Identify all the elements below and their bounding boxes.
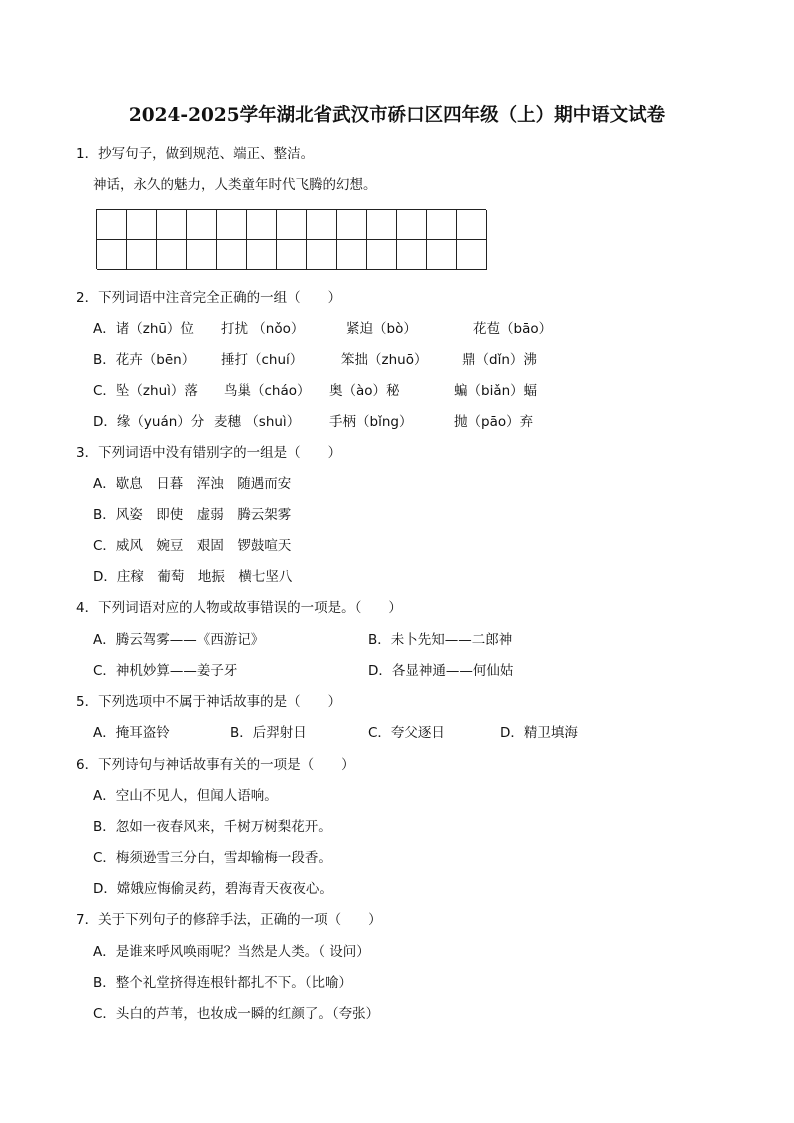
q3-option-c: C．威风 婉豆 艰固 锣鼓喧天	[93, 538, 292, 554]
question-7-stem: 7．关于下列句子的修辞手法，正确的一项（ ）	[76, 912, 382, 928]
q5-option-a: A．掩耳盗铃	[93, 725, 170, 741]
q7-option-a: A．是谁来呼风唤雨呢？当然是人类。（ 设问）	[93, 944, 370, 960]
q2-option-a1: A．诸（zhū）位	[93, 321, 194, 337]
q4-option-c: C．神机妙算——姜子牙	[93, 663, 238, 679]
question-6-stem: 6．下列诗句与神话故事有关的一项是（ ）	[76, 757, 355, 773]
q4-option-d: D．各显神通——何仙姑	[368, 663, 514, 679]
question-5-stem: 5．下列选项中不属于神话故事的是（ ）	[76, 694, 342, 710]
writing-grid-cell	[277, 210, 307, 240]
writing-grid-cell	[367, 210, 397, 240]
question-1-sentence: 神话，永久的魅力，人类童年时代飞腾的幻想。	[93, 177, 377, 193]
question-4-stem: 4．下列词语对应的人物或故事错误的一项是。（ ）	[76, 600, 402, 616]
q2-option-c2: 鸟巢（cháo）	[224, 383, 311, 399]
q2-option-d4: 抛（pāo）弃	[454, 414, 534, 430]
q3-option-b: B．风姿 即使 虚弱 腾云架雾	[93, 507, 292, 523]
q2-option-d1: D．缘（yuán）分	[93, 414, 205, 430]
writing-grid-cell	[307, 240, 337, 270]
writing-grid-cell	[97, 210, 127, 240]
writing-grid-cell	[217, 240, 247, 270]
writing-grid-cell	[247, 210, 277, 240]
q2-option-a2: 打扰 （nǒo）	[221, 321, 305, 337]
q2-option-b2: 捶打（chuí）	[221, 352, 304, 368]
q2-option-a4: 花苞（bāo）	[473, 321, 553, 337]
q2-option-b4: 鼎（dǐn）沸	[462, 352, 537, 368]
q4-option-a: A．腾云驾雾——《西游记》	[93, 632, 265, 648]
writing-grid-cell	[337, 210, 367, 240]
q2-option-b3: 笨拙（zhuō）	[341, 352, 428, 368]
q6-option-b: B．忽如一夜春风来，千树万树梨花开。	[93, 819, 332, 835]
q6-option-a: A．空山不见人，但闻人语响。	[93, 788, 278, 804]
writing-grid-cell	[397, 240, 427, 270]
q2-option-a3: 紧迫（bò）	[346, 321, 417, 337]
q2-option-b1: B．花卉（bēn）	[93, 352, 196, 368]
writing-grid-cell	[127, 240, 157, 270]
q5-option-b: B．后羿射日	[230, 725, 307, 741]
q3-option-a: A．歇息 日暮 浑浊 随遇而安	[93, 476, 292, 492]
q5-option-d: D．精卫填海	[500, 725, 578, 741]
q6-option-d: D．嫦娥应悔偷灵药，碧海青天夜夜心。	[93, 881, 333, 897]
q3-option-d: D．庄稼 葡萄 地振 横七坚八	[93, 569, 293, 585]
writing-grid-cell	[457, 240, 487, 270]
q2-option-d3: 手柄（bǐng）	[329, 414, 413, 430]
q2-option-d2: 麦穗 （shuì）	[214, 414, 301, 430]
writing-grid-cell	[187, 210, 217, 240]
writing-grid-cell	[157, 240, 187, 270]
writing-grid-cell	[127, 210, 157, 240]
writing-grid-cell	[427, 240, 457, 270]
q2-option-c1: C．坠（zhuì）落	[93, 383, 198, 399]
writing-grid-cell	[157, 210, 187, 240]
writing-grid-cell	[427, 210, 457, 240]
q7-option-b: B．整个礼堂挤得连根针都扎不下。（比喻）	[93, 975, 353, 991]
q2-option-c4: 蝙（biǎn）蝠	[454, 383, 538, 399]
writing-grid-cell	[97, 240, 127, 270]
writing-grid-cell	[307, 210, 337, 240]
question-3-stem: 3．下列词语中没有错别字的一组是（ ）	[76, 445, 342, 461]
page-title: 2024-2025学年湖北省武汉市硚口区四年级（上）期中语文试卷	[128, 105, 666, 126]
writing-grid-cell	[217, 210, 247, 240]
question-2-stem: 2．下列词语中注音完全正确的一组（ ）	[76, 290, 342, 306]
q5-option-c: C．夸父逐日	[368, 725, 445, 741]
question-1-stem: 1．抄写句子，做到规范、端正、整洁。	[76, 146, 315, 162]
q6-option-c: C．梅须逊雪三分白，雪却输梅一段香。	[93, 850, 332, 866]
writing-grid	[96, 209, 486, 269]
writing-grid-cell	[367, 240, 397, 270]
q2-option-c3: 奥（ào）秘	[329, 383, 400, 399]
q7-option-c: C．头白的芦苇，也妆成一瞬的红颜了。（夸张）	[93, 1006, 380, 1022]
writing-grid-cell	[277, 240, 307, 270]
writing-grid-cell	[247, 240, 277, 270]
writing-grid-cell	[457, 210, 487, 240]
writing-grid-cell	[187, 240, 217, 270]
writing-grid-cell	[337, 240, 367, 270]
writing-grid-cell	[397, 210, 427, 240]
q4-option-b: B．未卜先知——二郎神	[368, 632, 513, 648]
